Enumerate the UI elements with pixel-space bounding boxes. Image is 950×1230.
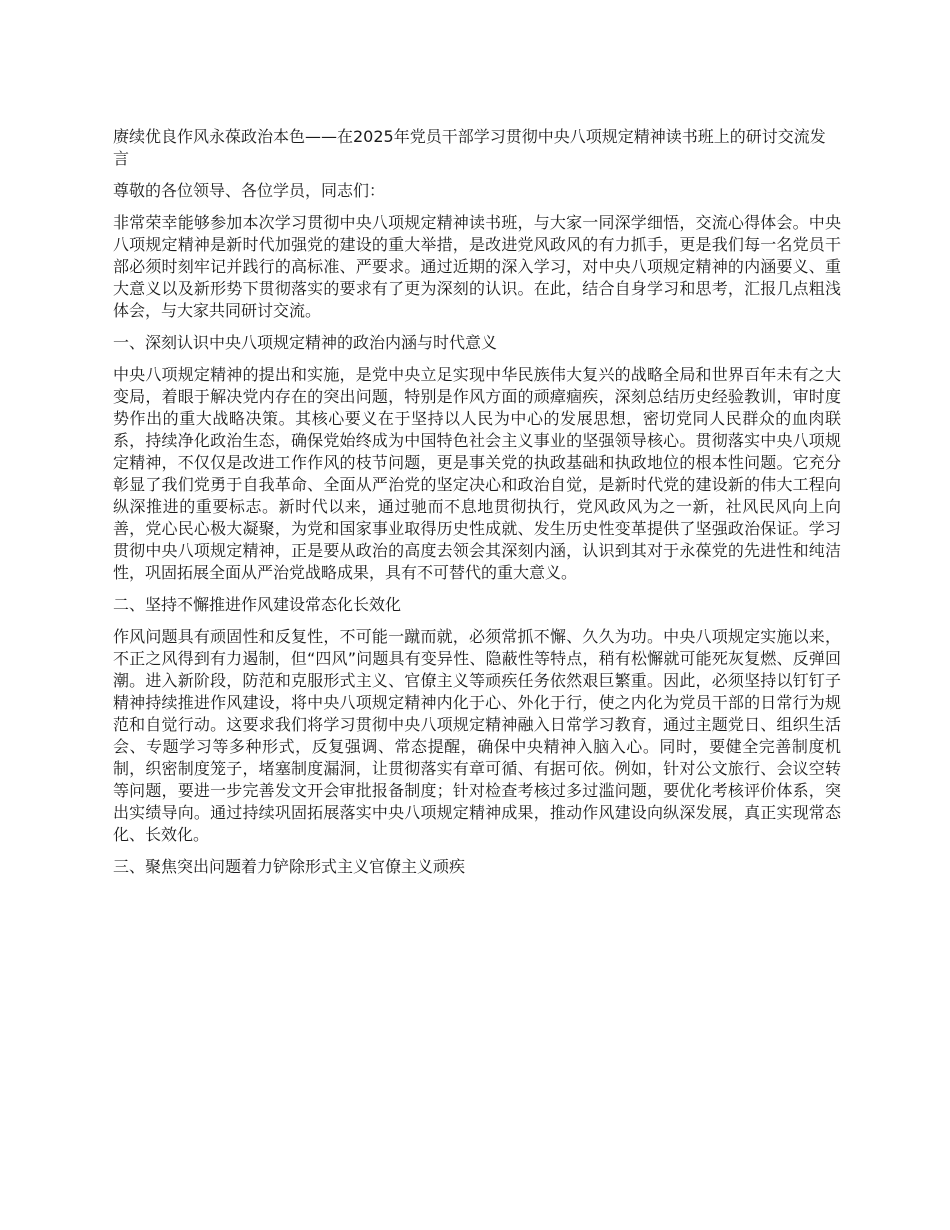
section-2-body: 作风问题具有顽固性和反复性，不可能一蹴而就，必须常抓不懈、久久为功。中央八项规定实施以来，不正之风得到有力遏制，但“四风”问题具有变异性、隐蔽性等特点，稍有松懈就可能死灰复燃、反弹回潮。进入新阶段，防范和克服形式主义、官僚主义等顽疾任务依然艰巨繁重。因此，必须坚持以钉钉子精神持续推进作风建设，将中央八项规定精神内化于心、外化于行，使之内化为党员干部的日常行为规范和自觉行动。这要求我们将学习贯彻中央八项规定精神融入日常学习教育，通过主题党日、组织生活会、专题学习等多种形式，反复强调、常态提醒，确保中央精神入脑入心。同时，要健全完善制度机制，织密制度笼子，堵塞制度漏洞，让贯彻落实有章可循、有据可依。例如，针对公文旅行、会议空转等问题，要进一步完善发文开会审批报备制度；针对检查考核过多过滥问题，要优化考核评价体系，突出实绩导向。通过持续巩固拓展落实中央八项规定精神成果，推动作风建设向纵深发展，真正实现常态化、长效化。 — [113, 627, 841, 844]
section-1-body: 中央八项规定精神的提出和实施，是党中央立足实现中华民族伟大复兴的战略全局和世界百年未有之大变局，着眼于解决党内存在的突出问题，特别是作风方面的顽瘴痼疾，深刻总结历史经验教训，审时度势作出的重大战略决策。其核心要义在于坚持以人民为中心的发展思想，密切党同人民群众的血肉联系，持续净化政治生态，确保党始终成为中国特色社会主义事业的坚强领导核心。贯彻落实中央八项规定精神，不仅仅是改进工作作风的枝节问题，更是事关党的执政基础和执政地位的根本性问题。它充分彰显了我们党勇于自我革命、全面从严治党的坚定决心和政治自觉，是新时代党的建设新的伟大工程向纵深推进的重要标志。新时代以来，通过驰而不息地贯彻执行，党风政风为之一新，社风民风向上向善，党心民心极大凝聚，为党和国家事业取得历史性成就、发生历史性变革提供了坚强政治保证。学习贯彻中央八项规定精神，正是要从政治的高度去领会其深刻内涵，认识到其对于永葆党的先进性和纯洁性，巩固拓展全面从严治党战略成果，具有不可替代的重大意义。 — [113, 365, 841, 582]
section-1-heading: 一、深刻认识中央八项规定精神的政治内涵与时代意义 — [113, 333, 498, 352]
salutation: 尊敬的各位领导、各位学员，同志们： — [113, 181, 386, 200]
document-page — [113, 126, 841, 888]
document-title: 赓续优良作风永葆政治本色——在2025年党员干部学习贯彻中央八项规定精神读书班上的研讨交流发言 — [113, 127, 826, 168]
section-3-heading: 三、聚焦突出问题着力铲除形式主义官僚主义顽疾 — [113, 857, 466, 876]
intro-paragraph: 非常荣幸能够参加本次学习贯彻中央八项规定精神读书班，与大家一同深学细悟，交流心得体会。中央八项规定精神是新时代加强党的建设的重大举措，是改进党风政风的有力抓手，更是我们每一名党员干部必须时刻牢记并践行的高标准、严要求。通过近期的深入学习，对中央八项规定精神的内涵要义、重大意义以及新形势下贯彻落实的要求有了更为深刻的认识。在此，结合自身学习和思考，汇报几点粗浅体会，与大家共同研讨交流。 — [113, 213, 841, 320]
section-2-heading: 二、坚持不懈推进作风建设常态化长效化 — [113, 595, 402, 614]
